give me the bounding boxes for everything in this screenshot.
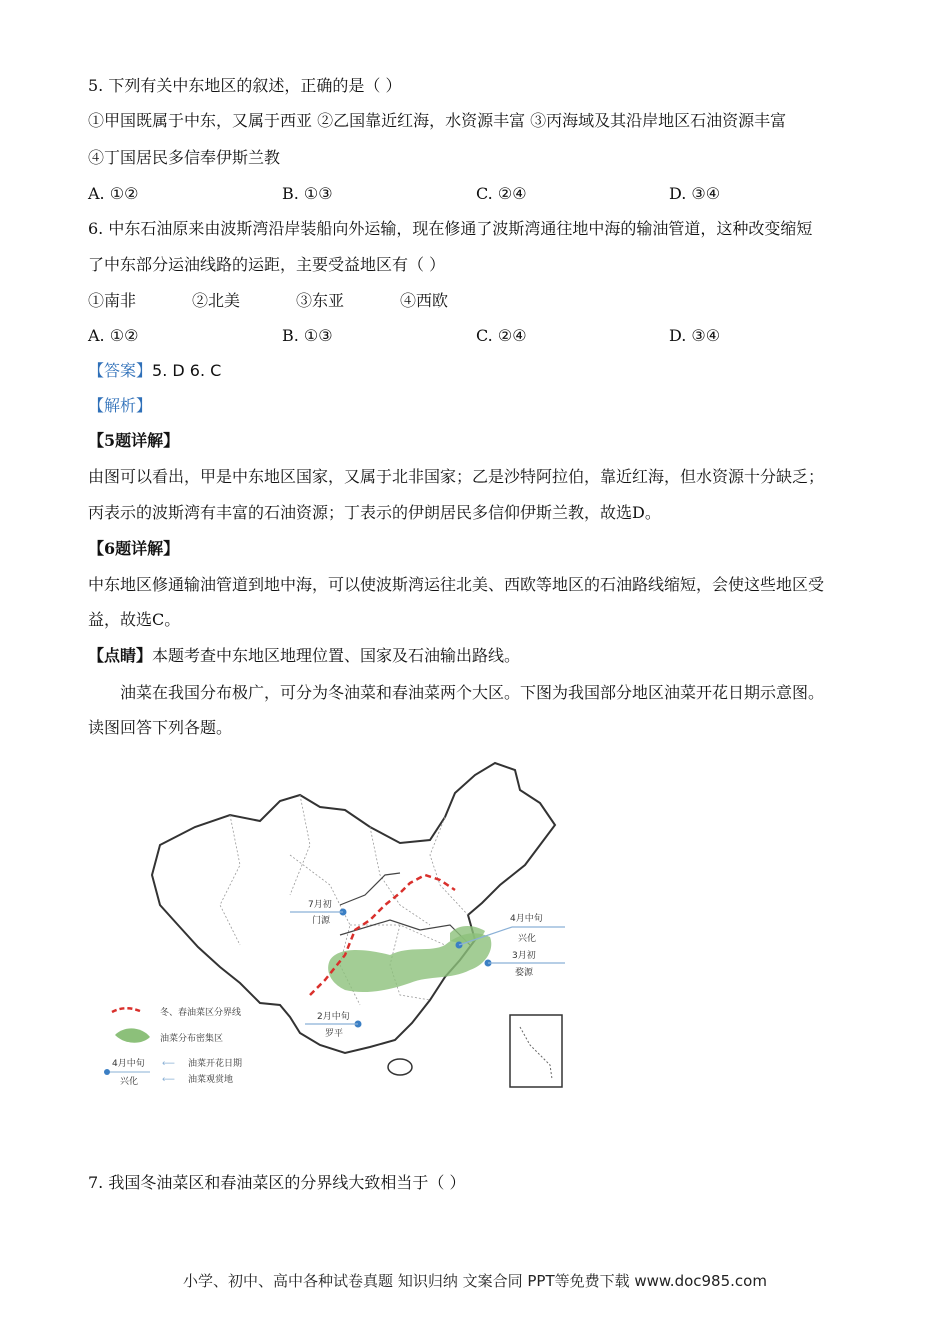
legend-boundary-symbol <box>112 1008 140 1012</box>
analysis-label: 【解析】 <box>88 396 153 415</box>
legend-arrow-1: ⟵ <box>162 1059 175 1069</box>
answer-value: 5. D 6. C <box>152 361 222 380</box>
q5-statements-2: ④丁国居民多信奉伊斯兰教 <box>88 148 281 167</box>
intro-line1: 油菜在我国分布极广，可分为冬油菜和春油菜两个大区。下图为我国部分地区油菜开花日期示意图。 <box>120 683 825 702</box>
q6-option-d: D. ③④ <box>669 326 721 345</box>
q5-option-c: C. ②④ <box>476 184 527 203</box>
q6-region-4: ④西欧 <box>400 291 449 310</box>
q5-option-b: B. ①③ <box>282 184 333 203</box>
label-menyuan-date: 7月初 <box>308 900 332 910</box>
comment-label: 【点睛】 <box>88 646 153 665</box>
detail6-line1: 中东地区修通输油管道到地中海，可以使波斯湾运往北美、西欧等地区的石油路线缩短，会使这些地区受 <box>88 575 825 594</box>
q7-stem: 7. 我国冬油菜区和春油菜区的分界线大致相当于（ ） <box>88 1173 466 1192</box>
label-xinghua: 兴化 <box>518 934 537 944</box>
q6-option-a: A. ①② <box>88 326 139 345</box>
label-menyuan: 门源 <box>312 916 331 926</box>
answer-label: 【答案】 <box>88 361 153 380</box>
label-wuyuan: 婺源 <box>515 968 534 978</box>
q6-region-3: ③东亚 <box>296 291 345 310</box>
q6-stem-2: 了中东部分运油线路的运距，主要受益地区有（ ） <box>88 255 446 274</box>
q5-option-d: D. ③④ <box>669 184 721 203</box>
comment-line <box>88 645 520 667</box>
label-wuyuan-date: 3月初 <box>512 951 536 961</box>
detail5-label: 【5题详解】 <box>88 431 180 450</box>
legend-arrow-2: ⟵ <box>162 1075 175 1085</box>
detail5-line1: 由图可以看出，甲是中东地区国家，又属于北非国家；乙是沙特阿拉伯，靠近红海，但水资源十分缺乏； <box>88 467 825 486</box>
legend-flower-date-label: 油菜开花日期 <box>188 1059 243 1069</box>
legend-sample-date: 4月中旬 <box>112 1059 145 1069</box>
q6-stem-1: 6. 中东石油原来由波斯湾沿岸装船向外运输，现在修通了波斯湾通往地中海的输油管道，这种改变缩短 <box>88 219 813 238</box>
q5-option-a: A. ①② <box>88 184 139 203</box>
legend-viewing-site-label: 油菜观赏地 <box>188 1075 234 1085</box>
label-xinghua-date: 4月中旬 <box>510 914 543 924</box>
detail5-line2: 丙表示的波斯湾有丰富的石油资源；丁表示的伊朗居民多信仰伊斯兰教，故选D。 <box>88 503 661 522</box>
q6-option-c: C. ②④ <box>476 326 527 345</box>
rapeseed-flowering-map <box>100 755 570 1095</box>
q6-region-1: ①南非 <box>88 291 137 310</box>
q6-region-2: ②北美 <box>192 291 241 310</box>
map-legend <box>104 1006 242 1087</box>
map-svg <box>100 755 570 1095</box>
legend-boundary-label: 冬、春油菜区分界线 <box>160 1008 242 1018</box>
answer-line <box>88 360 221 382</box>
legend-distribution-symbol <box>115 1028 150 1042</box>
detail6-label: 【6题详解】 <box>88 539 180 558</box>
legend-site-symbol <box>104 1069 110 1075</box>
q5-statements-1: ①甲国既属于中东，又属于西亚 ②乙国靠近红海，水资源丰富 ③丙海域及其沿岸地区石油资源丰富 <box>88 111 787 130</box>
page-footer: 小学、初中、高中各种试卷真题 知识归纳 文案合同 PPT等免费下载 www.doc985.com <box>183 1272 767 1290</box>
q6-option-b: B. ①③ <box>282 326 333 345</box>
legend-sample-place: 兴化 <box>120 1077 139 1087</box>
q5-stem: 5. 下列有关中东地区的叙述，正确的是（ ） <box>88 76 402 95</box>
hainan-island <box>388 1059 412 1075</box>
comment-text: 本题考查中东地区地理位置、国家及石油输出路线。 <box>152 646 521 665</box>
intro-line2: 读图回答下列各题。 <box>88 718 233 737</box>
label-luoping-date: 2月中旬 <box>317 1012 350 1022</box>
legend-distribution-label: 油菜分布密集区 <box>160 1034 224 1044</box>
detail6-line2: 益，故选C。 <box>88 610 181 629</box>
label-luoping: 罗平 <box>325 1029 344 1039</box>
